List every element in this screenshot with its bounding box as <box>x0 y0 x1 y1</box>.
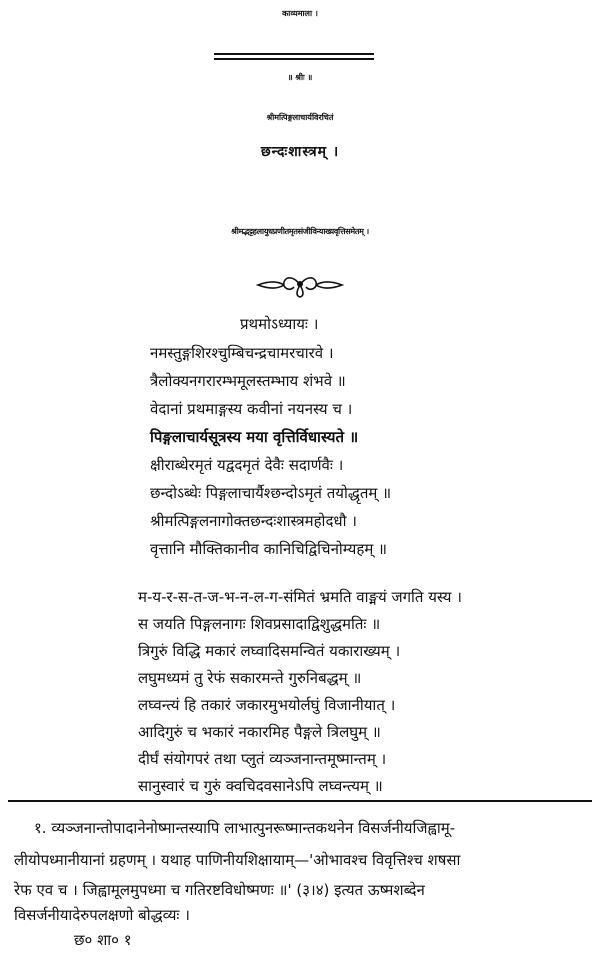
chapter-heading: प्रथमोऽध्यायः । <box>240 315 319 333</box>
sutra-verse-line: सानुस्वारं च गुरुं क्वचिदवसानेऽपि लघ्वन्त्यम् ॥ <box>138 777 383 795</box>
sutra-verse-line: लघुमध्यमं तु रेफं सकारमन्ते गुरुनिबद्धम् ॥ <box>138 669 362 687</box>
intro-verse-line: नमस्तुङ्गशिरश्चुम्बिचन्द्रचामरचारवे । <box>150 344 334 362</box>
sutra-verse-line: स जयति पिङ्गलनागः शिवप्रसादाद्विशुद्धमतिः ॥ <box>138 615 381 633</box>
footnote-rule <box>8 800 592 802</box>
title-separator-top <box>214 53 374 55</box>
intro-verse-line: पिङ्गलाचार्यसूत्रस्य मया वृत्तिर्विधास्यते ॥ <box>150 428 359 446</box>
invocation: ॥ श्रीः ॥ <box>287 73 313 82</box>
footnote-line: लीयोपध्मानीयानां ग्रहणम् । यथाह पाणिनीयशिक्षायाम्—'ओभावश्च विवृत्तिश्च शषसा <box>14 851 461 869</box>
footnote-line: रेफ एव च । जिह्वामूलमुपध्मा च गतिरष्टविधोष्मणः ॥' (३।४) इत्यत ऊष्मशब्देन <box>14 881 425 899</box>
intro-verse-line: श्रीमत्पिङ्गलनागोक्तछन्दःशास्त्रमहोदधौ । <box>150 512 357 530</box>
sutra-verse-line: दीर्घं संयोगपरं तथा प्लुतं व्यञ्जनान्तमूष्मान्तम् । <box>138 750 387 768</box>
sutra-verse-line: आदिगुरुं च भकारं नकारमिह पैङ्गले त्रिलघुम् ॥ <box>138 723 381 741</box>
ornament-icon <box>250 272 350 298</box>
intro-verse-line: क्षीराब्धेरमृतं यद्वदमृतं देवैः सदार्णवैः । <box>150 456 344 474</box>
intro-verse-line: वेदानां प्रथमाङ्गस्य कवीनां नयनस्य च । <box>150 400 353 418</box>
main-title: छन्दःशास्त्रम् । <box>260 144 340 160</box>
sutra-verse-line: म-य-र-स-त-ज-भ-न-ल-ग-संमितं भ्रमति वाङ्मयं जगति यस्य । <box>138 588 462 606</box>
sutra-verse-line: लघ्वन्त्यं हि तकारं जकारमुभयोर्लघुं विजानीयात् । <box>138 696 396 714</box>
footnote-line: १. व्यञ्जनान्तोपादानेनोष्मान्तस्यापि लाभात्पुनरूष्मान्तकथनेन विसर्जनीयजिह्वामू- <box>34 819 456 837</box>
author-line: श्रीमत्पिङ्गलाचार्यविरचितं <box>266 113 334 122</box>
sutra-verse-line: त्रिगुरुं विद्धि मकारं लघ्वादिसमन्वितं यकाराख्यम् । <box>138 642 401 660</box>
intro-verse-line: वृत्तानि मौक्तिकानीव कानिचिद्विचिनोम्यहम् ॥ <box>150 540 388 558</box>
title-separator-bottom <box>214 58 374 60</box>
intro-verse-line: त्रैलोक्यनगरारम्भमूलस्तम्भाय शंभवे ॥ <box>150 372 346 390</box>
intro-verse-line: छन्दोऽब्धेः पिङ्गलाचार्यैश्छन्दोऽमृतं तयोद्धृतम् ॥ <box>150 484 392 502</box>
subtitle: श्रीमद्भट्टहलायुधप्रणीतमृतसंजीविन्याख्यवृत्तिसमेतम् । <box>231 227 369 236</box>
footnote-line: विसर्जनीयादेरुपलक्षणो बोद्धव्यः । <box>14 906 190 924</box>
signature-mark: छ० शा० १ <box>74 931 132 949</box>
series-title: काव्यमाला । <box>282 9 318 18</box>
